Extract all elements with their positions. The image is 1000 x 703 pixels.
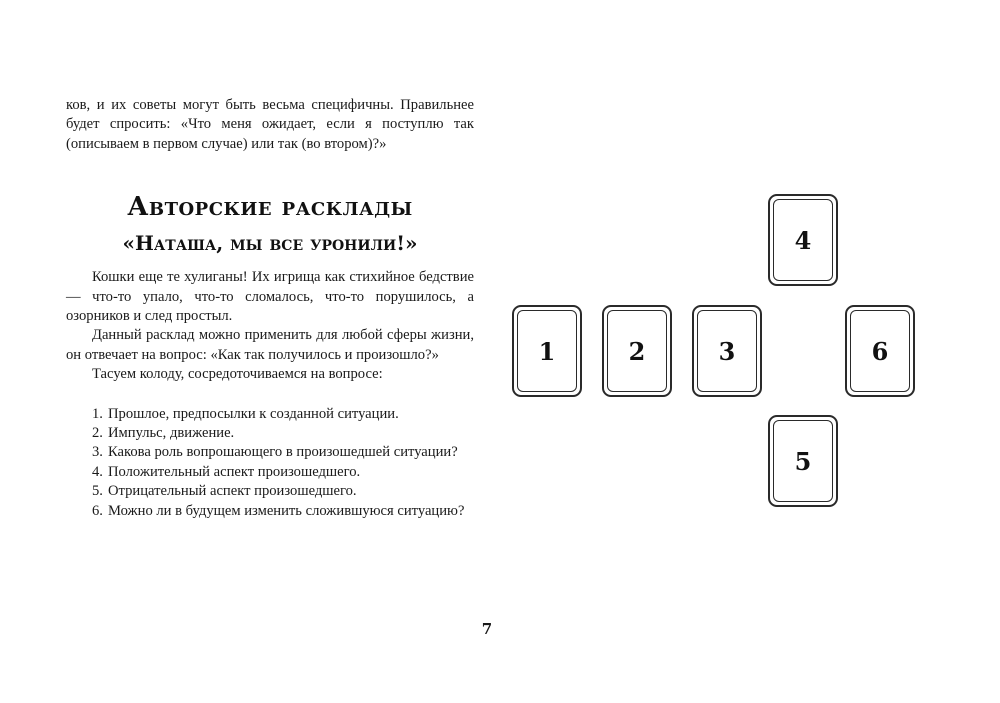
list-item — [66, 482, 474, 501]
list-item — [66, 443, 474, 462]
body-paragraph-2: Данный расклад можно применить для любой сферы жизни, он отвечает на вопрос: «Как так получилось и произошло?» — [66, 327, 474, 363]
list-item-text: Прошлое, предпосылки к созданной ситуации. — [108, 405, 399, 422]
card-position-3 — [692, 305, 762, 397]
body-paragraph-1: Кошки еще те хулиганы! Их игрища как стихийное бедствие — что-то упало, что-то сломалось, что-то порушилось, а озорников и след простыл. — [66, 269, 474, 325]
card-number: 4 — [794, 225, 812, 255]
list-item-text: Можно ли в будущем изменить сложившуюся ситуацию? — [108, 502, 465, 519]
card-position-6 — [845, 305, 915, 397]
list-item — [66, 405, 474, 424]
text-column — [66, 96, 474, 521]
list-item — [66, 424, 474, 443]
list-item-number: 5. — [92, 483, 103, 500]
page-number: 7 — [481, 620, 493, 638]
card-inner-frame — [517, 310, 577, 392]
section-subtitle: «Наташа, мы все уронили!» — [122, 231, 418, 256]
card-position-4 — [768, 194, 838, 286]
list-item — [66, 502, 474, 521]
list-item-text: Импульс, движение. — [108, 425, 235, 442]
list-item-number: 4. — [92, 463, 103, 480]
list-item-number: 2. — [92, 425, 103, 442]
card-number: 3 — [718, 336, 736, 366]
list-item — [66, 463, 474, 482]
list-item-number: 6. — [92, 502, 103, 519]
card-position-1 — [512, 305, 582, 397]
steps-list — [66, 405, 474, 521]
card-number: 5 — [794, 446, 812, 476]
card-inner-frame — [773, 420, 833, 502]
section-title: Авторские расклады — [127, 192, 413, 223]
card-inner-frame — [607, 310, 667, 392]
list-item-number: 1. — [92, 405, 103, 422]
card-inner-frame — [773, 199, 833, 281]
card-number: 2 — [628, 336, 646, 366]
card-position-2 — [602, 305, 672, 397]
card-number: 1 — [538, 336, 556, 366]
card-position-5 — [768, 415, 838, 507]
intro-paragraph: ков, и их советы могут быть весьма специфичны. Правильнее будет спросить: «Что меня ожидает, если я поступлю так (описываем в первом случае) или так (во втором)?» — [66, 97, 474, 152]
list-item-text: Какова роль вопрошающего в произошедшей ситуации? — [108, 444, 458, 461]
card-inner-frame — [850, 310, 910, 392]
card-inner-frame — [697, 310, 757, 392]
card-number: 6 — [871, 336, 889, 366]
list-item-text: Отрицательный аспект произошедшего. — [108, 483, 357, 500]
body-paragraph-3: Тасуем колоду, сосредоточиваемся на вопросе: — [92, 366, 383, 383]
list-item-text: Положительный аспект произошедшего. — [108, 463, 361, 480]
list-item-number: 3. — [92, 444, 103, 461]
